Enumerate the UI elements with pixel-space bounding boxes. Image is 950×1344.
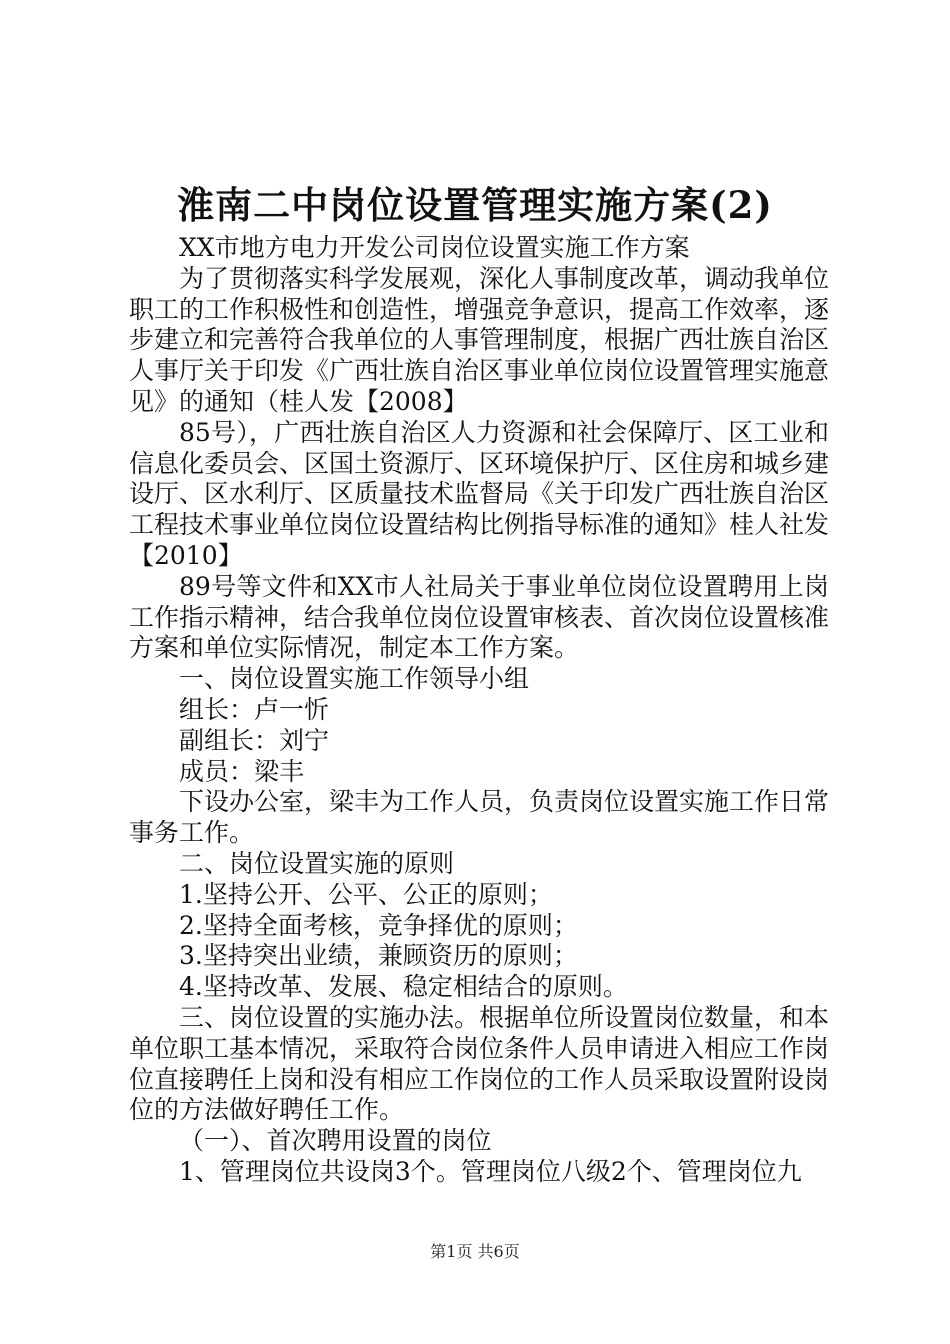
section-heading: 三、岗位设置的实施办法。根据单位所设置岗位数量，和本单位职工基本情况，采取符合岗位条件人员申请进入相应工作岗位直接聘任上岗和没有相应工作岗位的工作人员采取设置附设岗位的方法做好聘任工作。 <box>129 1002 830 1125</box>
subsection-heading: （一）、首次聘用设置的岗位 <box>179 1126 492 1156</box>
section-heading: 二、岗位设置实施的原则 <box>179 848 455 878</box>
document-title: 淮南二中岗位设置管理实施方案(2) <box>177 183 773 227</box>
paragraph: XX市地方电力开发公司岗位设置实施工作方案 <box>179 233 690 262</box>
paragraph: 组长：卢一忻 <box>179 694 330 724</box>
paragraph: 85号），广西壮族自治区人力资源和社会保障厅、区工业和信息化委员会、区国土资源厅、区环境保护厅、区住房和城乡建设厅、区水利厅、区质量技术监督局《关于印发广西壮族自治区工程技术事业单位岗位设置结构比例指导标准的通知》桂人社发【2010】 <box>129 417 830 570</box>
section-heading: 一、岗位设置实施工作领导小组 <box>179 664 530 694</box>
list-item: 3.坚持突出业绩，兼顾资历的原则； <box>179 941 578 971</box>
paragraph: 副组长：刘宁 <box>179 725 330 755</box>
paragraph: 成员：梁丰 <box>179 756 305 786</box>
paragraph: 1、管理岗位共设岗3个。管理岗位八级2个、管理岗位九 <box>179 1156 802 1186</box>
paragraph: 下设办公室，梁丰为工作人员，负责岗位设置实施工作日常事务工作。 <box>129 787 830 848</box>
document-body <box>129 233 829 1188</box>
list-item: 4.坚持改革、发展、稳定相结合的原则。 <box>179 972 628 1002</box>
paragraph: 89号等文件和XX市人社局关于事业单位岗位设置聘用上岗工作指示精神，结合我单位岗位设置审核表、首次岗位设置核准方案和单位实际情况，制定本工作方案。 <box>129 571 830 663</box>
paragraph: 为了贯彻落实科学发展观，深化人事制度改革，调动我单位职工的工作积极性和创造性，增强竞争意识，提高工作效率，逐步建立和完善符合我单位的人事管理制度，根据广西壮族自治区人事厅关于印发《广西壮族自治区事业单位岗位设置管理实施意见》的通知（桂人发【2008】 <box>129 263 830 416</box>
list-item: 1.坚持公开、公平、公正的原则； <box>179 879 553 909</box>
list-item: 2.坚持全面考核，竞争择优的原则； <box>179 910 578 940</box>
page-number: 第1页 共6页 <box>430 1242 520 1261</box>
